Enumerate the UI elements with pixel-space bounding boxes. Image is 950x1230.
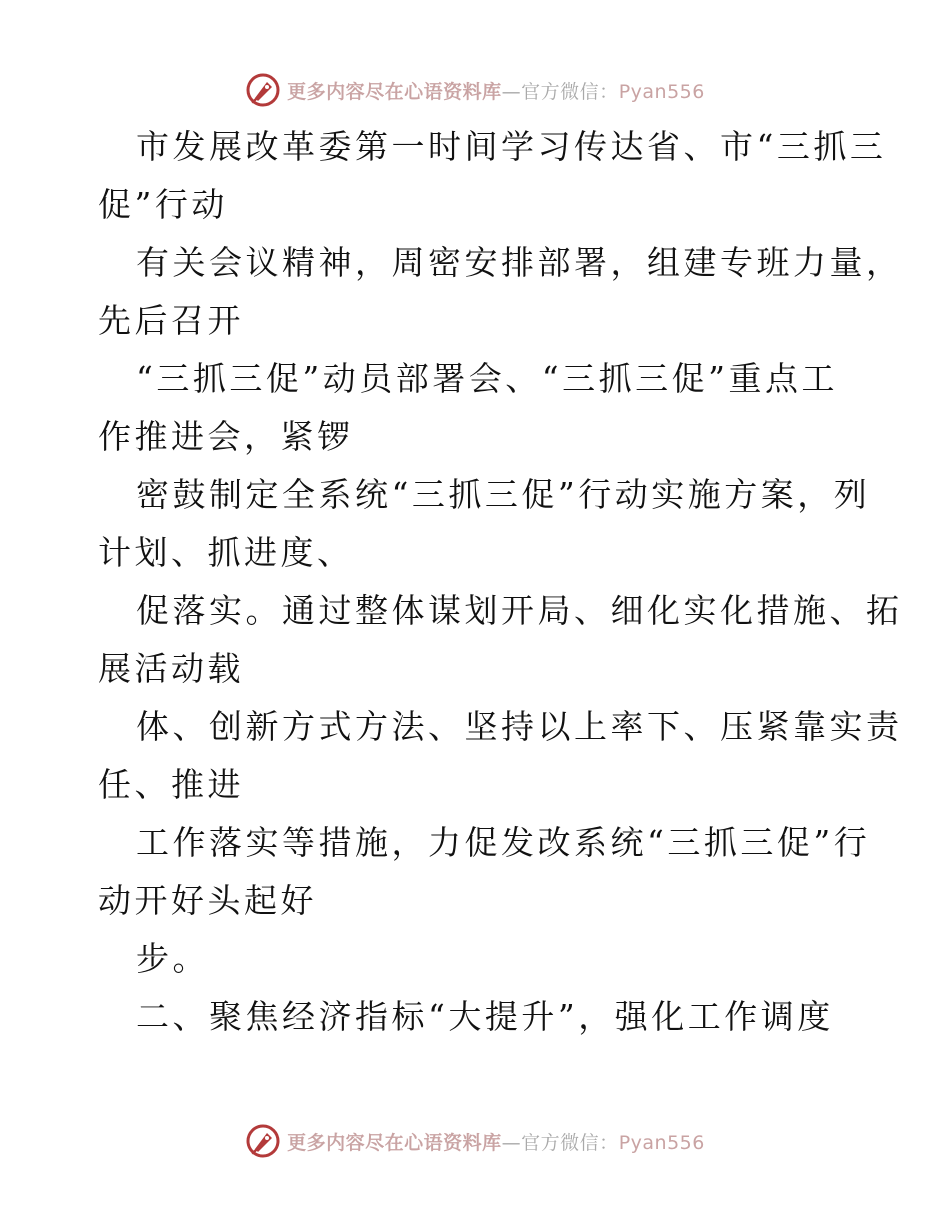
text-line: 展活动载 bbox=[98, 649, 244, 688]
text-line: 密鼓制定全系统“三抓三促”行动实施方案，列 bbox=[136, 475, 871, 514]
text-line: 促落实。通过整体谋划开局、细化实化措施、拓 bbox=[136, 591, 903, 630]
section-heading: 二、聚焦经济指标“大提升”，强化工作调度 bbox=[136, 997, 834, 1036]
text-line: 动开好头起好 bbox=[98, 881, 317, 920]
header-watermark bbox=[0, 70, 950, 110]
pen-nib-logo-icon bbox=[245, 72, 281, 108]
watermark-separator: — bbox=[501, 1131, 522, 1154]
text-line: 有关会议精神，周密安排部署，组建专班力量， bbox=[136, 243, 903, 282]
text-line: 步。 bbox=[136, 939, 209, 978]
text-line: 促”行动 bbox=[98, 185, 228, 224]
pen-nib-logo-icon bbox=[245, 1123, 281, 1159]
header-watermark-text bbox=[287, 77, 705, 104]
text-line: 工作落实等措施，力促发改系统“三抓三促”行 bbox=[136, 823, 871, 862]
text-line: 作推进会，紧锣 bbox=[98, 417, 354, 456]
footer-watermark-text bbox=[287, 1128, 705, 1155]
watermark-wechat-label: 官方微信： bbox=[521, 1131, 619, 1154]
text-line: “三抓三促”动员部署会、“三抓三促”重点工 bbox=[136, 359, 838, 398]
text-line: 体、创新方式方法、坚持以上率下、压紧靠实责 bbox=[136, 707, 903, 746]
watermark-wechat-label: 官方微信： bbox=[521, 80, 619, 103]
text-line: 市发展改革委第一时间学习传达省、市“三抓三 bbox=[136, 127, 887, 166]
text-line: 先后召开 bbox=[98, 301, 244, 340]
text-line: 任、推进 bbox=[98, 765, 244, 804]
watermark-wechat-id: Pyan556 bbox=[618, 80, 705, 103]
footer-watermark bbox=[0, 1121, 950, 1161]
watermark-wechat-id: Pyan556 bbox=[618, 1131, 705, 1154]
watermark-main: 更多内容尽在心语资料库 bbox=[287, 1131, 502, 1154]
body-text bbox=[98, 118, 903, 1046]
text-line: 计划、抓进度、 bbox=[98, 533, 354, 572]
watermark-separator: — bbox=[501, 80, 522, 103]
watermark-main: 更多内容尽在心语资料库 bbox=[287, 80, 502, 103]
